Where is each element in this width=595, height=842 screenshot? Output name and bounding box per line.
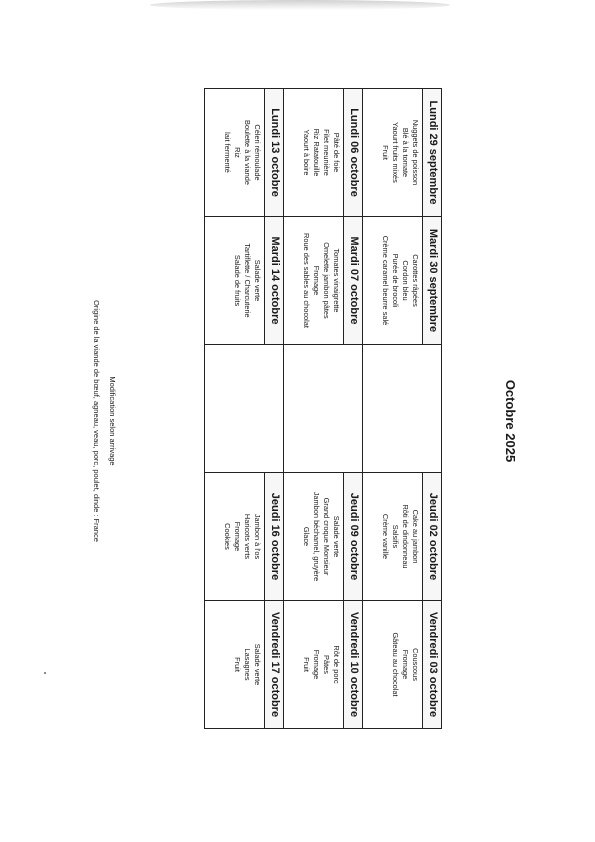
menu-item: Salsifis (391, 524, 400, 549)
day-cell (284, 473, 363, 601)
day-cell (284, 89, 363, 217)
menu-item: Pâtes (322, 655, 331, 674)
menu-item: Filet meunière (322, 129, 331, 176)
menu-items (222, 473, 264, 600)
menu-item: Salade verte (253, 259, 262, 302)
menu-item: Omelette jambon pâtes (322, 242, 331, 319)
menu-items (380, 89, 422, 216)
menu-item: Blé à la tomate (401, 127, 410, 178)
menu-item: lait fermenté (223, 132, 232, 173)
day-heading: Mardi 14 octobre (264, 217, 283, 344)
menu-item: Lasagnes (243, 648, 252, 681)
day-cell (284, 601, 363, 729)
menu-item: Fromage (233, 521, 242, 552)
menu-item: Riz Ratatouille (312, 128, 321, 177)
menu-item: Tartiflette / Charcuterie (243, 243, 252, 318)
menu-item: Fromage (312, 649, 321, 680)
day-cell (284, 217, 363, 345)
day-heading: Lundi 06 octobre (343, 89, 362, 216)
day-heading: Jeudi 09 octobre (343, 473, 362, 600)
menu-item: Jambon béchamel, gruyère (312, 491, 321, 582)
menu-item: Grand croque Monsieur (322, 497, 331, 576)
menu-item: Cake au jambon (411, 509, 420, 564)
meat-origin-note: Origine de la viande de bœuf, agneau, veau, porc, poulet, dinde : France (92, 300, 101, 542)
menu-item: Crème caramel beurre salé (381, 235, 390, 326)
menu-items (380, 473, 422, 600)
empty-day-cell (363, 345, 442, 473)
menu-item: Rôt de porc (332, 645, 341, 684)
day-heading: Lundi 13 octobre (264, 89, 283, 216)
menu-item: Carottes râpées (411, 254, 420, 307)
menu-item: Fruit (302, 657, 311, 672)
scan-speck (44, 672, 46, 674)
menu-item: Cordon bleu (401, 260, 410, 301)
menu-items (380, 217, 422, 344)
menu-item: Rôti de dindonneau (401, 504, 410, 569)
menu-items (222, 89, 264, 216)
menu-item: Tomates vinaigrette (332, 248, 341, 313)
menu-item: Gâteau au chocolat (391, 632, 400, 697)
day-cell (205, 601, 284, 729)
menu-item: Salade de fruits (233, 254, 242, 307)
menu-items (301, 217, 343, 344)
menu-item: Fromage (401, 649, 410, 680)
day-cell (363, 473, 442, 601)
menu-item: Salade verte (332, 515, 341, 558)
menu-item: Cookies (223, 523, 232, 550)
menu-items (232, 217, 264, 344)
menu-items (301, 601, 343, 728)
menu-item: Riz (233, 147, 242, 158)
week-row (205, 89, 284, 729)
menu-item: Fruit (381, 145, 390, 160)
menu-table (204, 88, 442, 729)
menu-item: Yaourt à boire (302, 129, 311, 176)
day-cell (363, 217, 442, 345)
menu-item: Glace (302, 526, 311, 547)
menu-item: Roue des sables au chocolat (302, 233, 311, 328)
menu-item: Nuggets de poisson (411, 119, 420, 186)
menu-item: Boulette à la viande (243, 120, 252, 185)
day-heading: Lundi 29 septembre (422, 89, 441, 216)
day-heading: Jeudi 02 octobre (422, 473, 441, 600)
menu-item: Haricots verts (243, 513, 252, 560)
menu-item: Céleri rémoulade (253, 124, 262, 181)
empty-day-cell (284, 345, 363, 473)
day-heading: Vendredi 10 octobre (343, 601, 362, 728)
menu-item: Jambon à l'os (253, 513, 262, 560)
menu-item: Purée de brocoli (391, 253, 400, 308)
day-heading: Vendredi 03 octobre (422, 601, 441, 728)
day-heading: Jeudi 16 octobre (264, 473, 283, 600)
menu-item: Crème vanille (381, 513, 390, 560)
day-heading: Mardi 07 octobre (343, 217, 362, 344)
week-row (363, 89, 442, 729)
empty-day-cell (205, 345, 284, 473)
menu-item: Fruit (233, 657, 242, 672)
menu-item: Couscous (411, 648, 420, 681)
day-cell (205, 217, 284, 345)
notes (88, 0, 120, 842)
menu-items (301, 89, 343, 216)
week-row (284, 89, 363, 729)
day-cell (363, 89, 442, 217)
modification-note: Modification selon arrivage (108, 376, 117, 466)
menu-item: Fromage (312, 265, 321, 296)
day-cell (205, 473, 284, 601)
menu-items (232, 601, 264, 728)
menu-items (390, 601, 422, 728)
day-heading: Vendredi 17 octobre (264, 601, 283, 728)
page-title: Octobre 2025 (503, 379, 518, 463)
day-cell (363, 601, 442, 729)
menu-item: Pâté de foie (332, 132, 341, 173)
day-heading: Mardi 30 septembre (422, 217, 441, 344)
menu-items (301, 473, 343, 600)
day-cell (205, 89, 284, 217)
menu-item: Yaourt fruits mixés (391, 122, 400, 183)
menu-item: Salade verte (253, 643, 262, 686)
